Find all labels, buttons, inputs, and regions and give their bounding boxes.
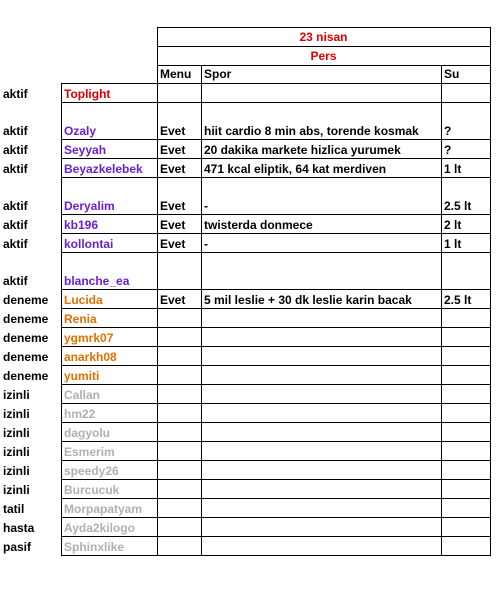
su-cell <box>441 365 490 384</box>
status-label: deneme <box>3 331 49 345</box>
grid-line <box>61 83 62 556</box>
spor-cell <box>201 346 441 365</box>
status-label: aktif <box>3 143 28 157</box>
su-cell: ? <box>444 143 452 157</box>
spor-cell: 471 kcal eliptik, 64 kat merdiven <box>204 162 387 176</box>
su-cell: 1 lt <box>444 162 462 176</box>
spor-cell: hiit cardio 8 min abs, torende kosmak <box>204 124 419 138</box>
menu-cell <box>157 252 201 289</box>
menu-cell <box>157 517 201 536</box>
menu-cell: Evet <box>160 293 186 307</box>
spor-cell <box>201 498 441 517</box>
spor-cell: - <box>204 199 208 213</box>
su-cell <box>441 403 490 422</box>
grid-line <box>201 65 202 84</box>
member-name: speedy26 <box>64 464 119 478</box>
menu-cell <box>157 422 201 441</box>
member-name: dagyolu <box>64 426 111 440</box>
member-name: kb196 <box>64 218 99 232</box>
status-label: izinli <box>3 407 30 421</box>
spor-cell <box>201 327 441 346</box>
status-label: aktif <box>3 274 28 288</box>
status-label: tatil <box>3 502 25 516</box>
status-label: aktif <box>3 237 28 251</box>
menu-cell <box>157 498 201 517</box>
column-header-spor: Spor <box>204 67 232 81</box>
menu-cell <box>157 346 201 365</box>
su-cell <box>441 346 490 365</box>
status-label: deneme <box>3 369 49 383</box>
su-cell <box>441 384 490 403</box>
member-name: Ayda2kilogo <box>64 521 135 535</box>
menu-cell: Evet <box>160 143 186 157</box>
menu-cell <box>157 365 201 384</box>
status-label: deneme <box>3 293 49 307</box>
member-name: kollontai <box>64 237 114 251</box>
grid-line <box>441 83 442 556</box>
su-cell: 2 lt <box>444 218 462 232</box>
member-name: anarkh08 <box>64 350 117 364</box>
column-header-menu: Menu <box>160 67 192 81</box>
su-cell <box>441 479 490 498</box>
menu-cell <box>157 479 201 498</box>
su-cell <box>441 498 490 517</box>
su-cell: 2.5 lt <box>444 199 472 213</box>
menu-cell: Evet <box>160 162 186 176</box>
member-name: Lucida <box>64 293 103 307</box>
member-name: Sphinxlike <box>64 540 125 554</box>
member-name: ygmrk07 <box>64 331 114 345</box>
member-name: Morpapatyam <box>64 502 143 516</box>
grid-line <box>61 555 491 556</box>
grid-line <box>157 27 491 28</box>
grid-line <box>157 83 158 556</box>
column-header-su: Su <box>444 67 460 81</box>
menu-cell <box>157 536 201 555</box>
member-name: Renia <box>64 312 97 326</box>
status-label: deneme <box>3 312 49 326</box>
spor-cell <box>201 83 441 102</box>
header-day: Pers <box>310 48 337 63</box>
spor-cell <box>201 422 441 441</box>
spor-cell <box>201 517 441 536</box>
su-cell <box>441 308 490 327</box>
menu-cell: Evet <box>160 199 186 213</box>
status-label: aktif <box>3 218 28 232</box>
status-label: aktif <box>3 124 28 138</box>
member-name: Ozaly <box>64 124 97 138</box>
member-name: Deryalim <box>64 199 115 213</box>
menu-cell <box>157 327 201 346</box>
spor-cell: twisterda donmece <box>204 218 313 232</box>
status-label: aktif <box>3 199 28 213</box>
status-label: aktif <box>3 162 28 176</box>
su-cell <box>441 441 490 460</box>
spor-cell <box>201 460 441 479</box>
su-cell <box>441 517 490 536</box>
status-label: hasta <box>3 521 35 535</box>
spor-cell: 20 dakika markete hizlica yurumek <box>204 143 401 157</box>
status-label: izinli <box>3 483 30 497</box>
menu-cell <box>157 403 201 422</box>
spor-cell: - <box>204 237 208 251</box>
spor-cell <box>201 252 441 289</box>
member-name: Esmerim <box>64 445 115 459</box>
grid-line <box>157 46 491 47</box>
spor-cell <box>201 536 441 555</box>
spor-cell <box>201 308 441 327</box>
member-name: Toplight <box>64 87 111 101</box>
su-cell <box>441 422 490 441</box>
status-label: izinli <box>3 445 30 459</box>
spor-cell <box>201 441 441 460</box>
spor-cell <box>201 365 441 384</box>
grid-line <box>201 83 202 556</box>
su-cell: 2.5 lt <box>444 293 472 307</box>
menu-cell <box>157 460 201 479</box>
status-label: deneme <box>3 350 49 364</box>
member-name: yumiti <box>64 369 100 383</box>
spor-cell <box>201 479 441 498</box>
su-cell <box>441 536 490 555</box>
grid-line <box>490 27 491 84</box>
menu-cell <box>157 384 201 403</box>
member-name: Beyazkelebek <box>64 162 143 176</box>
spor-cell <box>201 384 441 403</box>
member-name: Seyyah <box>64 143 107 157</box>
status-label: aktif <box>3 87 28 101</box>
grid-line <box>441 65 442 84</box>
spor-cell: 5 mil leslie + 30 dk leslie karin bacak <box>204 293 412 307</box>
member-name: Callan <box>64 388 101 402</box>
grid-line <box>157 27 158 84</box>
su-cell <box>441 327 490 346</box>
header-date: 23 nisan <box>299 29 348 44</box>
su-cell: ? <box>444 124 452 138</box>
su-cell: 1 lt <box>444 237 462 251</box>
menu-cell: Evet <box>160 237 186 251</box>
menu-cell <box>157 308 201 327</box>
menu-cell: Evet <box>160 218 186 232</box>
status-label: izinli <box>3 388 30 402</box>
member-name: hm22 <box>64 407 96 421</box>
su-cell <box>441 460 490 479</box>
member-name: Burcucuk <box>64 483 120 497</box>
status-label: pasif <box>3 540 32 554</box>
status-label: izinli <box>3 464 30 478</box>
spor-cell <box>201 403 441 422</box>
grid-line <box>490 83 491 556</box>
status-label: izinli <box>3 426 30 440</box>
menu-cell <box>157 83 201 102</box>
su-cell <box>441 252 490 289</box>
su-cell <box>441 83 490 102</box>
menu-cell: Evet <box>160 124 186 138</box>
member-name: blanche_ea <box>64 274 130 288</box>
menu-cell <box>157 441 201 460</box>
